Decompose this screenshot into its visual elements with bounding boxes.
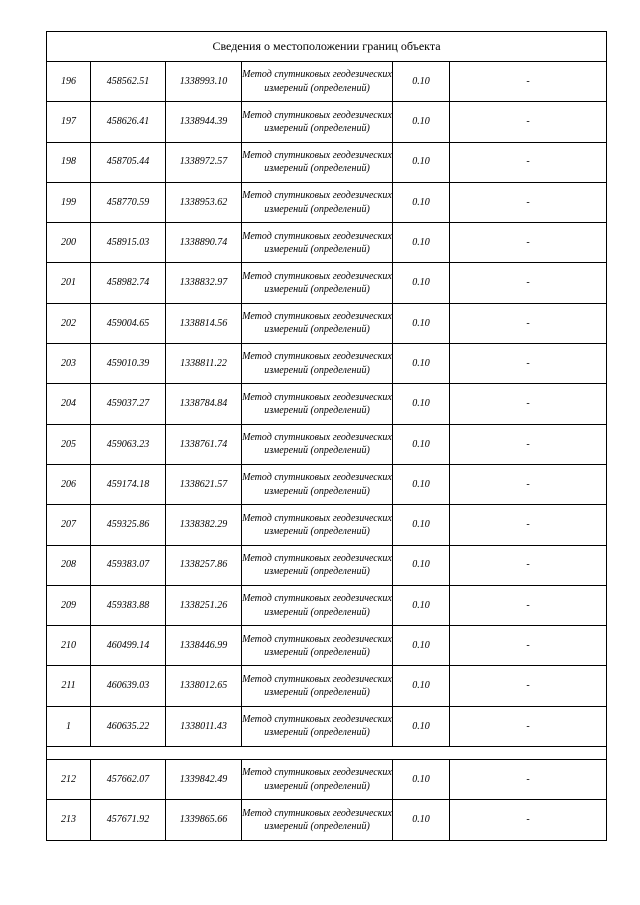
y-coordinate-cell: 1338832.97 — [166, 263, 242, 303]
accuracy-cell: 0.10 — [393, 666, 450, 706]
point-number-cell: 1 — [47, 706, 91, 746]
description-cell: - — [450, 626, 607, 666]
point-number-cell: 199 — [47, 182, 91, 222]
accuracy-cell: 0.10 — [393, 585, 450, 625]
table-row — [47, 263, 607, 303]
table-row — [47, 666, 607, 706]
y-coordinate-cell: 1338761.74 — [166, 424, 242, 464]
method-cell: Метод спутниковых геодезических измерений (определений) — [242, 263, 393, 303]
x-coordinate-cell: 459383.07 — [91, 545, 166, 585]
y-coordinate-cell: 1338257.86 — [166, 545, 242, 585]
accuracy-cell: 0.10 — [393, 626, 450, 666]
point-number-cell: 212 — [47, 760, 91, 800]
y-coordinate-cell: 1338953.62 — [166, 182, 242, 222]
table-row — [47, 384, 607, 424]
accuracy-cell: 0.10 — [393, 223, 450, 263]
separator-cell — [47, 747, 607, 760]
table-row — [47, 505, 607, 545]
y-coordinate-cell: 1338993.10 — [166, 62, 242, 102]
method-cell: Метод спутниковых геодезических измерений (определений) — [242, 666, 393, 706]
description-cell: - — [450, 585, 607, 625]
point-number-cell: 213 — [47, 800, 91, 840]
accuracy-cell: 0.10 — [393, 263, 450, 303]
point-number-cell: 210 — [47, 626, 91, 666]
method-cell: Метод спутниковых геодезических измерений (определений) — [242, 344, 393, 384]
x-coordinate-cell: 460499.14 — [91, 626, 166, 666]
y-coordinate-cell: 1338814.56 — [166, 303, 242, 343]
point-number-cell: 200 — [47, 223, 91, 263]
description-cell: - — [450, 142, 607, 182]
x-coordinate-cell: 459383.88 — [91, 585, 166, 625]
method-cell: Метод спутниковых геодезических измерений (определений) — [242, 62, 393, 102]
method-cell: Метод спутниковых геодезических измерений (определений) — [242, 800, 393, 840]
method-cell: Метод спутниковых геодезических измерений (определений) — [242, 142, 393, 182]
x-coordinate-cell: 459174.18 — [91, 464, 166, 504]
point-number-cell: 211 — [47, 666, 91, 706]
point-number-cell: 208 — [47, 545, 91, 585]
description-cell: - — [450, 263, 607, 303]
y-coordinate-cell: 1338621.57 — [166, 464, 242, 504]
method-cell: Метод спутниковых геодезических измерений (определений) — [242, 102, 393, 142]
x-coordinate-cell: 458562.51 — [91, 62, 166, 102]
table-row — [47, 102, 607, 142]
y-coordinate-cell: 1338890.74 — [166, 223, 242, 263]
point-number-cell: 198 — [47, 142, 91, 182]
accuracy-cell: 0.10 — [393, 800, 450, 840]
method-cell: Метод спутниковых геодезических измерений (определений) — [242, 182, 393, 222]
description-cell: - — [450, 384, 607, 424]
method-cell: Метод спутниковых геодезических измерений (определений) — [242, 464, 393, 504]
x-coordinate-cell: 458705.44 — [91, 142, 166, 182]
method-cell: Метод спутниковых геодезических измерений (определений) — [242, 424, 393, 464]
method-cell: Метод спутниковых геодезических измерений (определений) — [242, 505, 393, 545]
description-cell: - — [450, 424, 607, 464]
accuracy-cell: 0.10 — [393, 505, 450, 545]
x-coordinate-cell: 458982.74 — [91, 263, 166, 303]
table-row — [47, 545, 607, 585]
description-cell: - — [450, 303, 607, 343]
accuracy-cell: 0.10 — [393, 545, 450, 585]
description-cell: - — [450, 223, 607, 263]
point-number-cell: 205 — [47, 424, 91, 464]
table-row — [47, 706, 607, 746]
y-coordinate-cell: 1338012.65 — [166, 666, 242, 706]
description-cell: - — [450, 344, 607, 384]
method-cell: Метод спутниковых геодезических измерений (определений) — [242, 545, 393, 585]
description-cell: - — [450, 505, 607, 545]
table-row — [47, 142, 607, 182]
point-number-cell: 203 — [47, 344, 91, 384]
y-coordinate-cell: 1338811.22 — [166, 344, 242, 384]
x-coordinate-cell: 460639.03 — [91, 666, 166, 706]
accuracy-cell: 0.10 — [393, 706, 450, 746]
y-coordinate-cell: 1338011.43 — [166, 706, 242, 746]
table-row — [47, 626, 607, 666]
description-cell: - — [450, 464, 607, 504]
table-row — [47, 62, 607, 102]
y-coordinate-cell: 1339842.49 — [166, 760, 242, 800]
table-row — [47, 760, 607, 800]
point-number-cell: 207 — [47, 505, 91, 545]
boundary-table — [46, 31, 607, 841]
x-coordinate-cell: 458915.03 — [91, 223, 166, 263]
y-coordinate-cell: 1338382.29 — [166, 505, 242, 545]
description-cell: - — [450, 545, 607, 585]
method-cell: Метод спутниковых геодезических измерений (определений) — [242, 626, 393, 666]
method-cell: Метод спутниковых геодезических измерений (определений) — [242, 760, 393, 800]
accuracy-cell: 0.10 — [393, 464, 450, 504]
method-cell: Метод спутниковых геодезических измерений (определений) — [242, 223, 393, 263]
table-row — [47, 464, 607, 504]
x-coordinate-cell: 459037.27 — [91, 384, 166, 424]
accuracy-cell: 0.10 — [393, 424, 450, 464]
x-coordinate-cell: 459325.86 — [91, 505, 166, 545]
accuracy-cell: 0.10 — [393, 142, 450, 182]
accuracy-cell: 0.10 — [393, 62, 450, 102]
y-coordinate-cell: 1338251.26 — [166, 585, 242, 625]
y-coordinate-cell: 1338972.57 — [166, 142, 242, 182]
accuracy-cell: 0.10 — [393, 182, 450, 222]
y-coordinate-cell: 1339865.66 — [166, 800, 242, 840]
x-coordinate-cell: 459063.23 — [91, 424, 166, 464]
description-cell: - — [450, 800, 607, 840]
method-cell: Метод спутниковых геодезических измерений (определений) — [242, 706, 393, 746]
x-coordinate-cell: 459004.65 — [91, 303, 166, 343]
table-row — [47, 800, 607, 840]
y-coordinate-cell: 1338446.99 — [166, 626, 242, 666]
point-number-cell: 209 — [47, 585, 91, 625]
x-coordinate-cell: 457662.07 — [91, 760, 166, 800]
point-number-cell: 197 — [47, 102, 91, 142]
table-row — [47, 344, 607, 384]
method-cell: Метод спутниковых геодезических измерений (определений) — [242, 585, 393, 625]
y-coordinate-cell: 1338784.84 — [166, 384, 242, 424]
table-row — [47, 303, 607, 343]
description-cell: - — [450, 666, 607, 706]
table-row — [47, 223, 607, 263]
table-title: Сведения о местоположении границ объекта — [47, 32, 607, 62]
accuracy-cell: 0.10 — [393, 760, 450, 800]
x-coordinate-cell: 460635.22 — [91, 706, 166, 746]
point-number-cell: 204 — [47, 384, 91, 424]
x-coordinate-cell: 457671.92 — [91, 800, 166, 840]
accuracy-cell: 0.10 — [393, 344, 450, 384]
accuracy-cell: 0.10 — [393, 102, 450, 142]
x-coordinate-cell: 458770.59 — [91, 182, 166, 222]
description-cell: - — [450, 182, 607, 222]
point-number-cell: 202 — [47, 303, 91, 343]
y-coordinate-cell: 1338944.39 — [166, 102, 242, 142]
table-header-row — [47, 32, 607, 62]
table-row — [47, 585, 607, 625]
accuracy-cell: 0.10 — [393, 303, 450, 343]
table-row — [47, 182, 607, 222]
table-row — [47, 424, 607, 464]
method-cell: Метод спутниковых геодезических измерений (определений) — [242, 303, 393, 343]
separator-row — [47, 747, 607, 760]
x-coordinate-cell: 458626.41 — [91, 102, 166, 142]
point-number-cell: 196 — [47, 62, 91, 102]
x-coordinate-cell: 459010.39 — [91, 344, 166, 384]
description-cell: - — [450, 706, 607, 746]
accuracy-cell: 0.10 — [393, 384, 450, 424]
point-number-cell: 201 — [47, 263, 91, 303]
table-body — [47, 32, 607, 841]
point-number-cell: 206 — [47, 464, 91, 504]
description-cell: - — [450, 760, 607, 800]
method-cell: Метод спутниковых геодезических измерений (определений) — [242, 384, 393, 424]
description-cell: - — [450, 62, 607, 102]
description-cell: - — [450, 102, 607, 142]
